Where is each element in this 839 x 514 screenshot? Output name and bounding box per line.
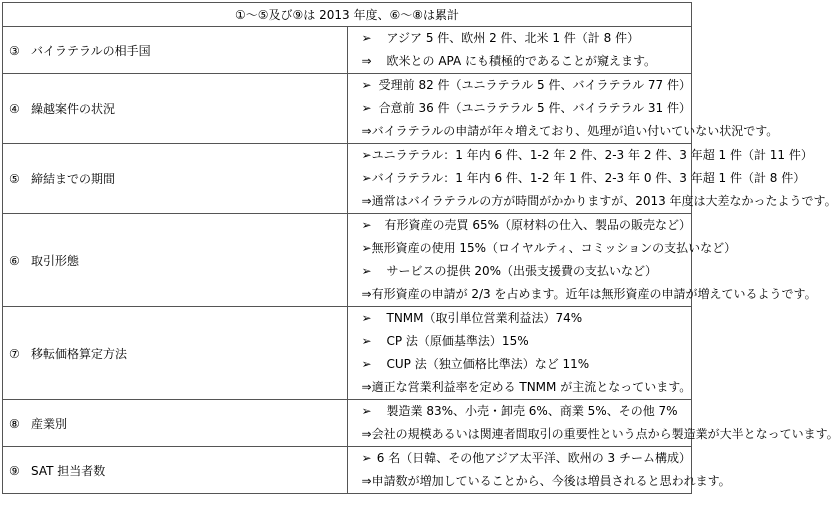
- line-text: 欧米との APA にも積極的であることが窺えます。: [386, 54, 657, 68]
- table-row: [3, 27, 692, 74]
- content-line: [362, 307, 692, 330]
- row-number: ⑤: [9, 172, 20, 186]
- row-label-cell: [3, 214, 348, 307]
- content-line: [362, 376, 692, 399]
- row-label: 締結までの期間: [31, 172, 116, 186]
- row-label-cell: [3, 400, 348, 447]
- content-line: [362, 214, 692, 237]
- bullet-arrow-icon: ➢: [361, 31, 372, 45]
- line-text: 受理前 82 件（ユニラテラル 5 件、バイラテラル 77 件）: [378, 78, 691, 92]
- content-line: [362, 353, 692, 376]
- row-number: ⑥: [9, 253, 20, 268]
- content-line: [362, 97, 692, 120]
- row-content-cell: [347, 447, 731, 494]
- line-text: 有形資産の売買 65%（原材料の仕入、製品の販売など）: [384, 218, 691, 232]
- line-text: 適正な営業利益率を定める TNMM が主流となっています。: [371, 380, 692, 394]
- row-content-cell: [347, 307, 692, 400]
- row-content-cell: [347, 27, 692, 74]
- conclusion-arrow-icon: ⇒: [361, 54, 372, 68]
- conclusion-arrow-icon: ⇒: [361, 427, 372, 441]
- content-line: [361, 470, 731, 493]
- row-number: ③: [9, 43, 20, 58]
- line-text: 6 名（日韓、その他アジア太平洋、欧州の 3 チーム構成）: [376, 451, 691, 465]
- content-line: [361, 190, 837, 213]
- conclusion-arrow-icon: ⇒: [361, 124, 372, 138]
- row-label-cell: [3, 144, 348, 214]
- row-label: SAT 担当者数: [31, 463, 106, 478]
- table-header: ①～⑤及び⑨は 2013 年度、⑥～⑧は累計: [3, 3, 692, 27]
- row-label: 移転価格算定方法: [31, 346, 128, 361]
- row-label: バイラテラルの相手国: [31, 43, 151, 58]
- bullet-arrow-icon: ➢: [361, 78, 372, 92]
- bullet-arrow-icon: ➢: [361, 148, 372, 162]
- content-line: [361, 167, 806, 190]
- bullet-arrow-icon: ➢: [361, 264, 372, 278]
- row-label: 繰越案件の状況: [31, 102, 116, 116]
- line-text: バイラテラル：1 年内 6 件、1-2 年 1 件、2-3 年 0 件、3 年超 1 件（計 8 件）: [371, 171, 806, 185]
- row-content-cell: [347, 400, 839, 447]
- conclusion-arrow-icon: ⇒: [361, 194, 372, 208]
- table-header-row: [3, 3, 692, 27]
- row-label-cell: [3, 27, 348, 74]
- table-row: [3, 74, 692, 144]
- table-row: [3, 144, 692, 214]
- line-text: TNMM（取引単位営業利益法）74%: [386, 311, 583, 325]
- bullet-arrow-icon: ➢: [361, 451, 372, 465]
- line-text: 通常はバイラテラルの方が時間がかかりますが、2013 年度は大差なかったようです。: [371, 194, 837, 208]
- table-row: [3, 307, 692, 400]
- conclusion-arrow-icon: ⇒: [361, 474, 372, 488]
- content-line: [362, 447, 692, 470]
- content-line: [361, 144, 813, 167]
- table-row: [3, 447, 692, 494]
- row-number: ⑨: [9, 463, 20, 478]
- line-text: 製造業 83%、小売・卸売 6%、商業 5%、その他 7%: [386, 404, 678, 418]
- content-line: [361, 120, 779, 143]
- line-text: 会社の規模あるいは関連者間取引の重要性という点から製造業が大半となっています。: [371, 427, 839, 441]
- content-line: [362, 330, 692, 353]
- line-text: バイラテラルの申請が年々増えており、処理が追い付いていない状況です。: [371, 124, 779, 138]
- line-text: 申請数が増加していることから、今後は増員されると思われます。: [371, 474, 731, 488]
- line-text: CP 法（原価基準法）15%: [386, 334, 529, 348]
- line-text: 無形資産の使用 15%（ロイヤルティ、コミッションの支払いなど）: [371, 241, 737, 255]
- content-line: [362, 74, 692, 97]
- table-row: [3, 214, 692, 307]
- line-text: サービスの提供 20%（出張支援費の支払いなど）: [386, 264, 657, 278]
- bullet-arrow-icon: ➢: [361, 218, 372, 232]
- line-text: 合意前 36 件（ユニラテラル 5 件、バイラテラル 31 件）: [378, 101, 691, 115]
- row-content-cell: [347, 144, 837, 214]
- line-text: 有形資産の申請が 2/3 を占めます。近年は無形資産の申請が増えているようです。: [371, 287, 817, 301]
- content-line: [362, 260, 692, 283]
- bullet-arrow-icon: ➢: [361, 171, 372, 185]
- row-number: ④: [9, 102, 20, 116]
- content-line: [361, 423, 839, 446]
- bullet-arrow-icon: ➢: [361, 101, 372, 115]
- bullet-arrow-icon: ➢: [361, 311, 372, 325]
- bullet-arrow-icon: ➢: [361, 334, 372, 348]
- row-label-cell: [3, 447, 348, 494]
- row-number: ⑧: [9, 416, 20, 431]
- row-label: 取引形態: [31, 253, 80, 268]
- row-content-cell: [347, 214, 817, 307]
- row-label-cell: [3, 74, 348, 144]
- content-line: [361, 283, 817, 306]
- row-label-cell: [3, 307, 348, 400]
- content-line: [361, 237, 737, 260]
- conclusion-arrow-icon: ⇒: [361, 380, 372, 394]
- content-line: [362, 27, 692, 50]
- row-number: ⑦: [9, 346, 20, 361]
- line-text: CUP 法（独立価格比準法）など 11%: [386, 357, 590, 371]
- bullet-arrow-icon: ➢: [361, 241, 372, 255]
- bullet-arrow-icon: ➢: [361, 404, 372, 418]
- content-line: [362, 400, 692, 423]
- table-row: [3, 400, 692, 447]
- row-content-cell: [347, 74, 779, 144]
- line-text: アジア 5 件、欧州 2 件、北米 1 件（計 8 件）: [386, 31, 640, 45]
- line-text: ユニラテラル：1 年内 6 件、1-2 年 2 件、2-3 年 2 件、3 年超 1 件（計 11 件）: [371, 148, 813, 162]
- apa-statistics-table: [2, 2, 839, 494]
- row-label: 産業別: [31, 416, 68, 431]
- conclusion-arrow-icon: ⇒: [361, 287, 372, 301]
- content-line: [362, 50, 692, 73]
- bullet-arrow-icon: ➢: [361, 357, 372, 371]
